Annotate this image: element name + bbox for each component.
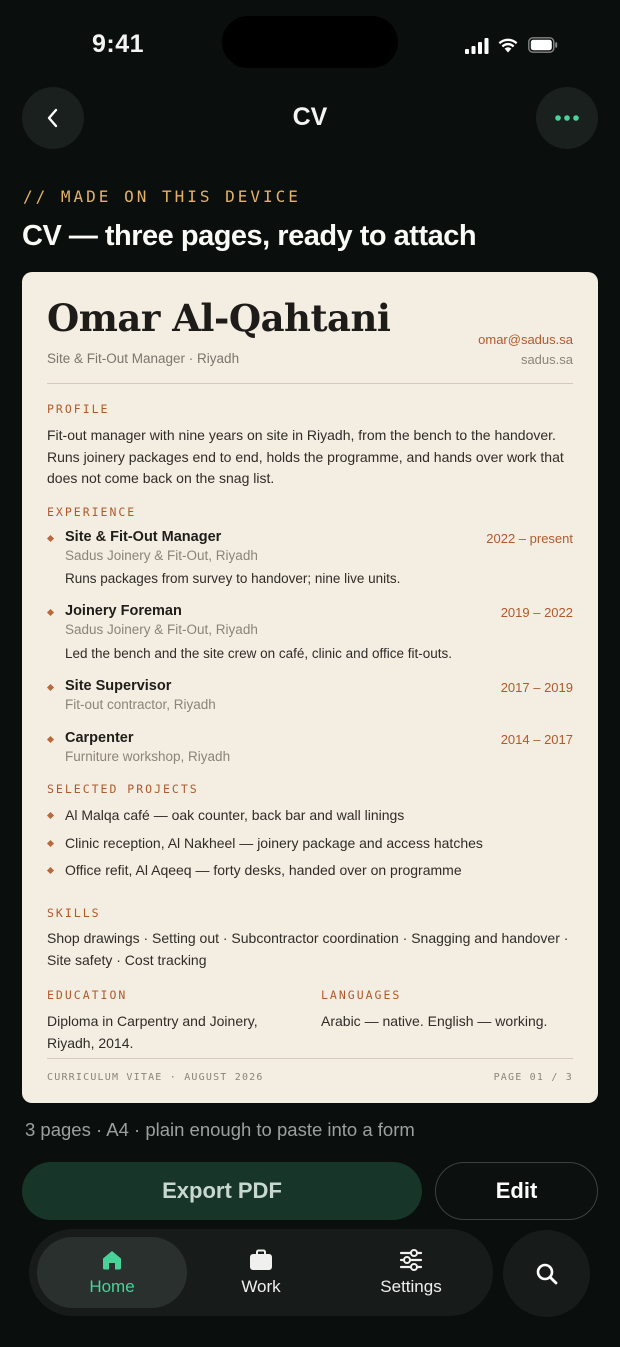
search-button[interactable] xyxy=(503,1230,590,1317)
export-pdf-button[interactable]: Export PDF xyxy=(22,1162,422,1220)
divider xyxy=(47,383,573,384)
home-icon xyxy=(101,1249,123,1271)
project-item: Office refit, Al Aqeeq — forty desks, handed over on programme xyxy=(65,862,462,878)
profile-label: PROFILE xyxy=(47,402,110,416)
job-title: Site & Fit-Out Manager xyxy=(65,529,222,545)
bullet xyxy=(47,736,54,743)
cv-email: omar@sadus.sa xyxy=(478,332,573,347)
section-eyebrow: // MADE ON THIS DEVICE xyxy=(23,187,301,206)
bullet xyxy=(47,684,54,691)
skills-text: Shop drawings · Setting out · Subcontractor coordination · Snagging and handover · Site safety · Cost tracking xyxy=(47,930,569,968)
education-text: Diploma in Carpentry and Joinery, Riyadh, 2014. xyxy=(47,1013,258,1051)
dynamic-island xyxy=(222,16,398,68)
bullet xyxy=(47,867,54,874)
bullet xyxy=(47,609,54,616)
job-dates: 2017 – 2019 xyxy=(500,680,573,695)
languages-label: LANGUAGES xyxy=(321,988,402,1002)
battery-icon xyxy=(528,37,558,53)
job-org: Furniture workshop, Riyadh xyxy=(65,749,231,764)
tab-work[interactable] xyxy=(186,1237,336,1308)
search-icon xyxy=(535,1262,559,1286)
job-org: Fit-out contractor, Riyadh xyxy=(65,697,216,712)
bullet xyxy=(47,840,54,847)
job-desc: Runs packages from survey to handover; nine live units. xyxy=(65,571,401,586)
cv-preview-card[interactable] xyxy=(22,272,598,1103)
job-title: Carpenter xyxy=(65,730,134,746)
cv-name: Omar Al-Qahtani xyxy=(47,296,391,340)
cv-website: sadus.sa xyxy=(520,352,573,367)
cv-page-indicator: PAGE 01 / 3 xyxy=(493,1072,573,1083)
edit-button[interactable]: Edit xyxy=(435,1162,598,1220)
education-label: EDUCATION xyxy=(47,988,128,1002)
job-org: Sadus Joinery & Fit-Out, Riyadh xyxy=(65,548,258,563)
job-dates: 2014 – 2017 xyxy=(500,732,573,747)
languages-text: Arabic — native. English — working. xyxy=(321,1013,548,1029)
more-options-button[interactable] xyxy=(536,87,598,149)
skills-label: SKILLS xyxy=(47,906,101,920)
cv-caption: 3 pages · A4 · plain enough to paste into a form xyxy=(25,1119,415,1140)
tab-bar xyxy=(29,1229,493,1316)
page-title: CV xyxy=(292,103,328,131)
tab-settings[interactable] xyxy=(336,1237,486,1308)
job-org: Sadus Joinery & Fit-Out, Riyadh xyxy=(65,622,258,637)
experience-label: EXPERIENCE xyxy=(47,505,137,519)
page-heading: CV — three pages, ready to attach xyxy=(22,220,477,252)
job-desc: Led the bench and the site crew on café, clinic and office fit-outs. xyxy=(65,646,452,661)
sliders-icon xyxy=(399,1249,423,1271)
job-title: Joinery Foreman xyxy=(65,603,182,619)
tab-label: Work xyxy=(241,1276,281,1296)
bullet xyxy=(47,812,54,819)
tab-home[interactable] xyxy=(37,1237,187,1308)
cv-role: Site & Fit-Out Manager · Riyadh xyxy=(47,351,240,366)
briefcase-icon xyxy=(249,1249,273,1271)
job-title: Site Supervisor xyxy=(65,678,172,694)
projects-label: SELECTED PROJECTS xyxy=(47,782,199,796)
cv-footer-left: CURRICULUM VITAE · AUGUST 2026 xyxy=(47,1072,264,1083)
project-item: Al Malqa café — oak counter, back bar and wall linings xyxy=(65,807,405,823)
bullet xyxy=(47,535,54,542)
job-dates: 2022 – present xyxy=(486,531,573,546)
more-dots-icon xyxy=(554,114,580,122)
project-item: Clinic reception, Al Nakheel — joinery package and access hatches xyxy=(65,835,483,851)
tab-label: Settings xyxy=(380,1276,442,1296)
job-dates: 2019 – 2022 xyxy=(500,605,573,620)
cellular-signal-icon xyxy=(465,38,489,54)
status-time: 9:41 xyxy=(92,30,145,58)
wifi-icon xyxy=(498,37,518,53)
tab-label: Home xyxy=(89,1276,135,1296)
divider xyxy=(47,1058,573,1059)
profile-text: Fit-out manager with nine years on site in Riyadh, from the bench to the handover. Runs joinery packages end to end, holds the programme, and hands over work that does not come back on the snag list. xyxy=(47,427,564,486)
